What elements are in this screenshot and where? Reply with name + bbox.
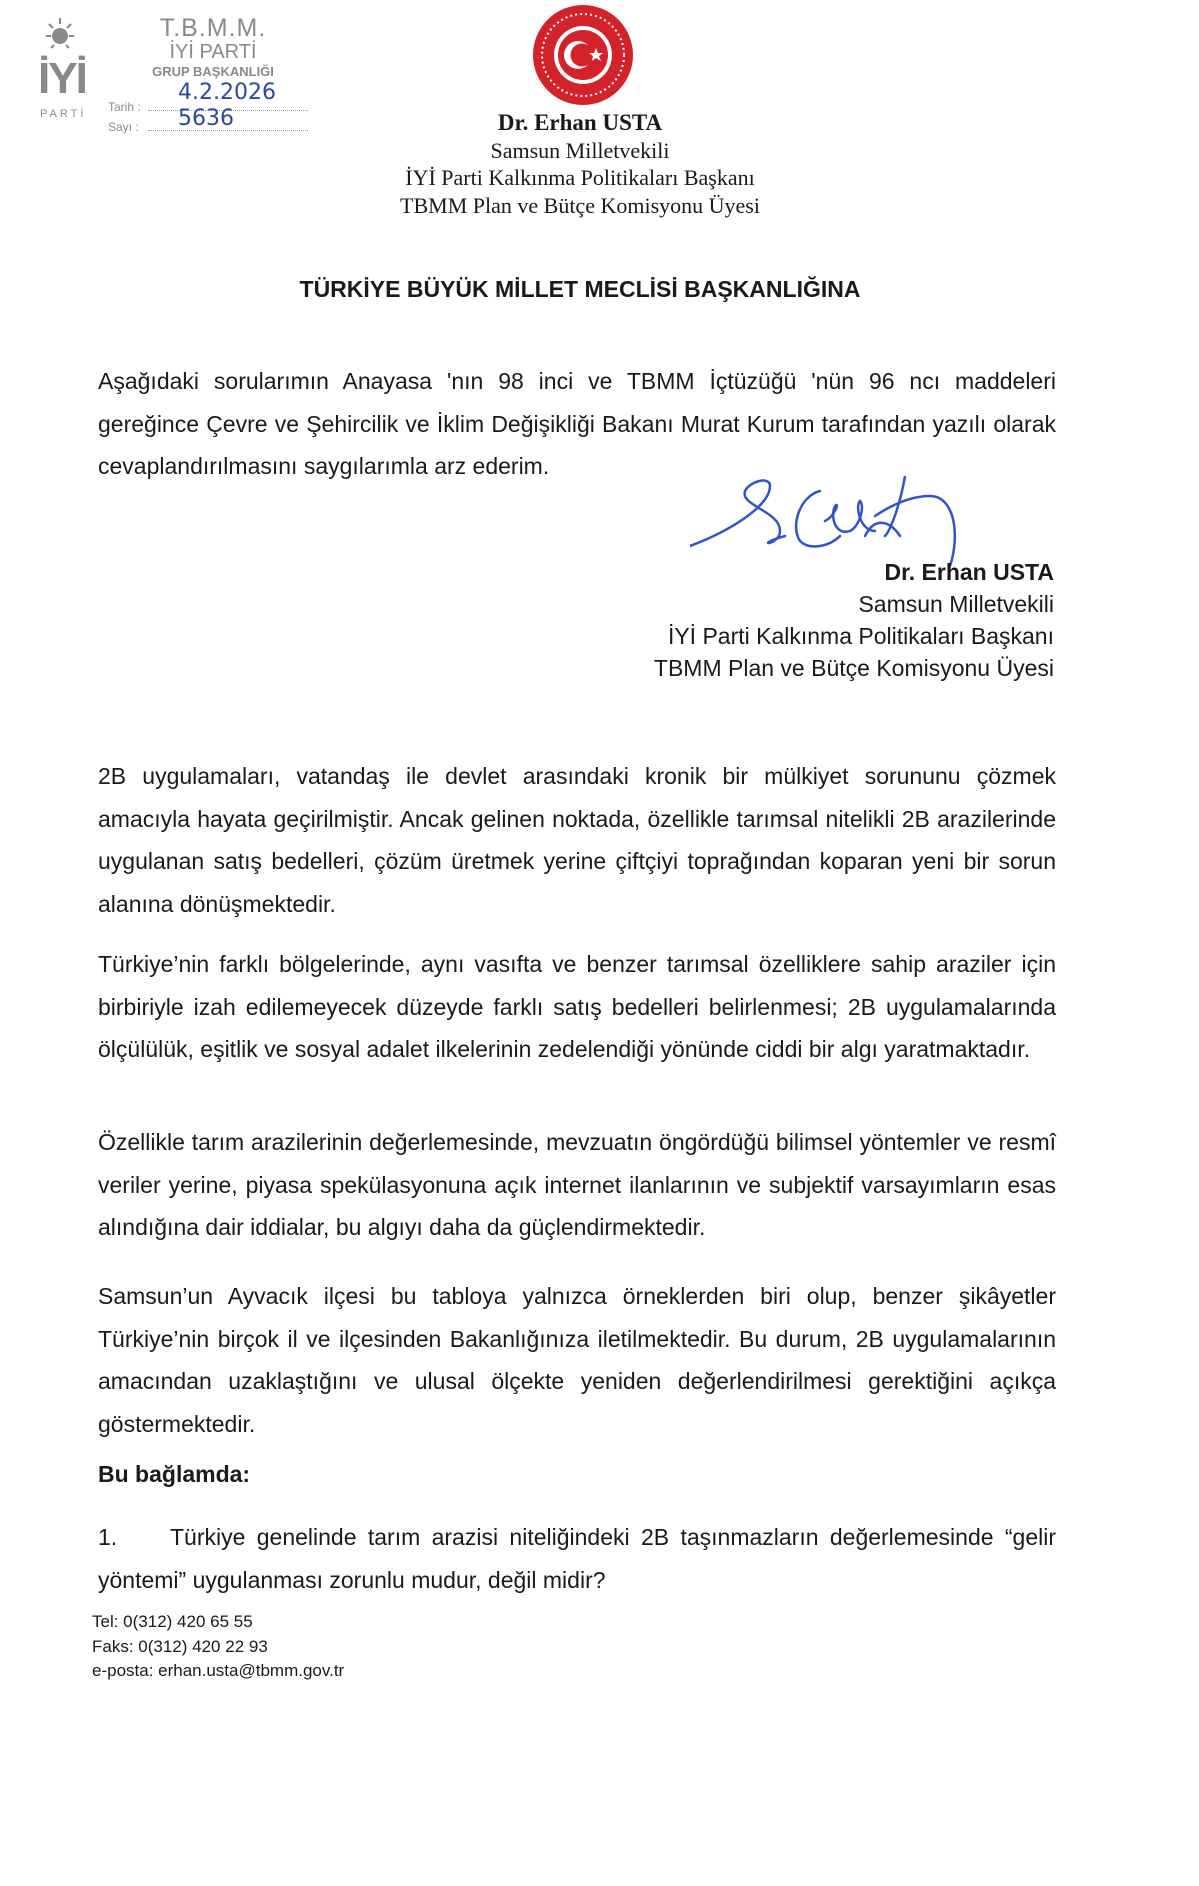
- stamp-org: T.B.M.M.: [159, 14, 267, 42]
- signature-block: [580, 556, 1054, 684]
- received-stamp: [38, 14, 308, 134]
- header-line-1: Samsun Milletvekili: [490, 138, 670, 163]
- body-paragraph-4: Samsun’un Ayvacık ilçesi bu tabloya yalnızca örneklerden biri olup, benzer şikâyetler Türkiye’nin birçok il ve ilçesinden Bakanlığınıza iletilmektedir. Bu durum, 2B uygulamalarının amacından uzaklaştığını ve ulusal ölçekte yeniden değerlendirilmesi gerektiğini açıkça göstermektedir.: [98, 1283, 1056, 1437]
- tbmm-seal-icon: [532, 4, 634, 106]
- question-1: [98, 1516, 1056, 1601]
- header-name: Dr. Erhan USTA: [497, 110, 663, 135]
- signature-name: Dr. Erhan USTA: [884, 559, 1054, 585]
- footer-email: e-posta: erhan.usta@tbmm.gov.tr: [92, 1661, 345, 1680]
- footer-tel: Tel: 0(312) 420 65 55: [92, 1612, 253, 1631]
- stamp-number-value: 5636: [178, 106, 234, 131]
- body-paragraph-3: Özellikle tarım arazilerinin değerlemesinde, mevzuatın öngördüğü bilimsel yöntemler ve resmî veriler yerine, piyasa spekülasyonuna açık internet ilanlarının ve subjektif varsayımların esas alındığına dair iddialar, bu algıyı daha da güçlendirmektedir.: [98, 1129, 1056, 1240]
- body-paragraph-2: Türkiye’nin farklı bölgelerinde, aynı vasıfta ve benzer tarımsal özelliklere sahip araziler için birbiriyle izah edilemeyecek düzeyde farklı satış bedelleri belirlenmesi; 2B uygulamalarında ölçülülük, eşitlik ve sosyal adalet ilkelerinin zedelendiği yönünde ciddi bir algı yaratmaktadır.: [98, 951, 1056, 1062]
- body-paragraph-1: 2B uygulamaları, vatandaş ile devlet arasındaki kronik bir mülkiyet sorununu çözmek amacıyla hayata geçirilmiştir. Ancak gelinen noktada, özellikle tarımsal nitelikli 2B arazilerinde uygulanan satış bedelleri, çözüm üretmek yerine çiftçiyi toprağından koparan yeni bir sorun alanına dönüşmektedir.: [98, 763, 1056, 917]
- footer-fax: Faks: 0(312) 420 22 93: [92, 1636, 268, 1656]
- question-number: 1.: [98, 1524, 118, 1550]
- party-logo: İYİ: [38, 54, 86, 103]
- stamp-date-label: Tarih :: [108, 100, 141, 114]
- context-heading: Bu bağlamda:: [98, 1461, 251, 1487]
- header-line-2: İYİ Parti Kalkınma Politikaları Başkanı: [405, 165, 755, 190]
- contact-footer: [92, 1610, 344, 1684]
- party-logo-sub: PARTİ: [40, 108, 87, 120]
- intro-paragraph: Aşağıdaki sorularımın Anayasa 'nın 98 inci ve TBMM İçtüzüğü 'nün 96 ncı maddeleri gereğince Çevre ve Şehircilik ve İklim Değişikliği Bakanı Murat Kurum tarafından yazılı olarak cevaplandırılmasını saygılarımla arz ederim.: [98, 368, 1056, 479]
- sun-logo-icon: [42, 16, 78, 52]
- stamp-number-label: Sayı :: [108, 120, 139, 134]
- document-title: TÜRKİYE BÜYÜK MİLLET MECLİSİ BAŞKANLIĞINA: [299, 276, 861, 302]
- signature-line-3: TBMM Plan ve Bütçe Komisyonu Üyesi: [653, 655, 1054, 681]
- stamp-date-value: 4.2.2026: [178, 80, 276, 105]
- question-text: Türkiye genelinde tarım arazisi niteliğindeki 2B taşınmazların değerlemesinde “gelir yöntemi” uygulanması zorunlu mudur, değil midir?: [98, 1524, 1056, 1593]
- stamp-office: GRUP BAŞKANLIĞI: [152, 64, 274, 79]
- stamp-party: İYİ PARTİ: [169, 41, 257, 63]
- signature-line-1: Samsun Milletvekili: [858, 591, 1054, 617]
- header-line-3: TBMM Plan ve Bütçe Komisyonu Üyesi: [400, 193, 760, 218]
- signature-line-2: İYİ Parti Kalkınma Politikaları Başkanı: [667, 623, 1054, 649]
